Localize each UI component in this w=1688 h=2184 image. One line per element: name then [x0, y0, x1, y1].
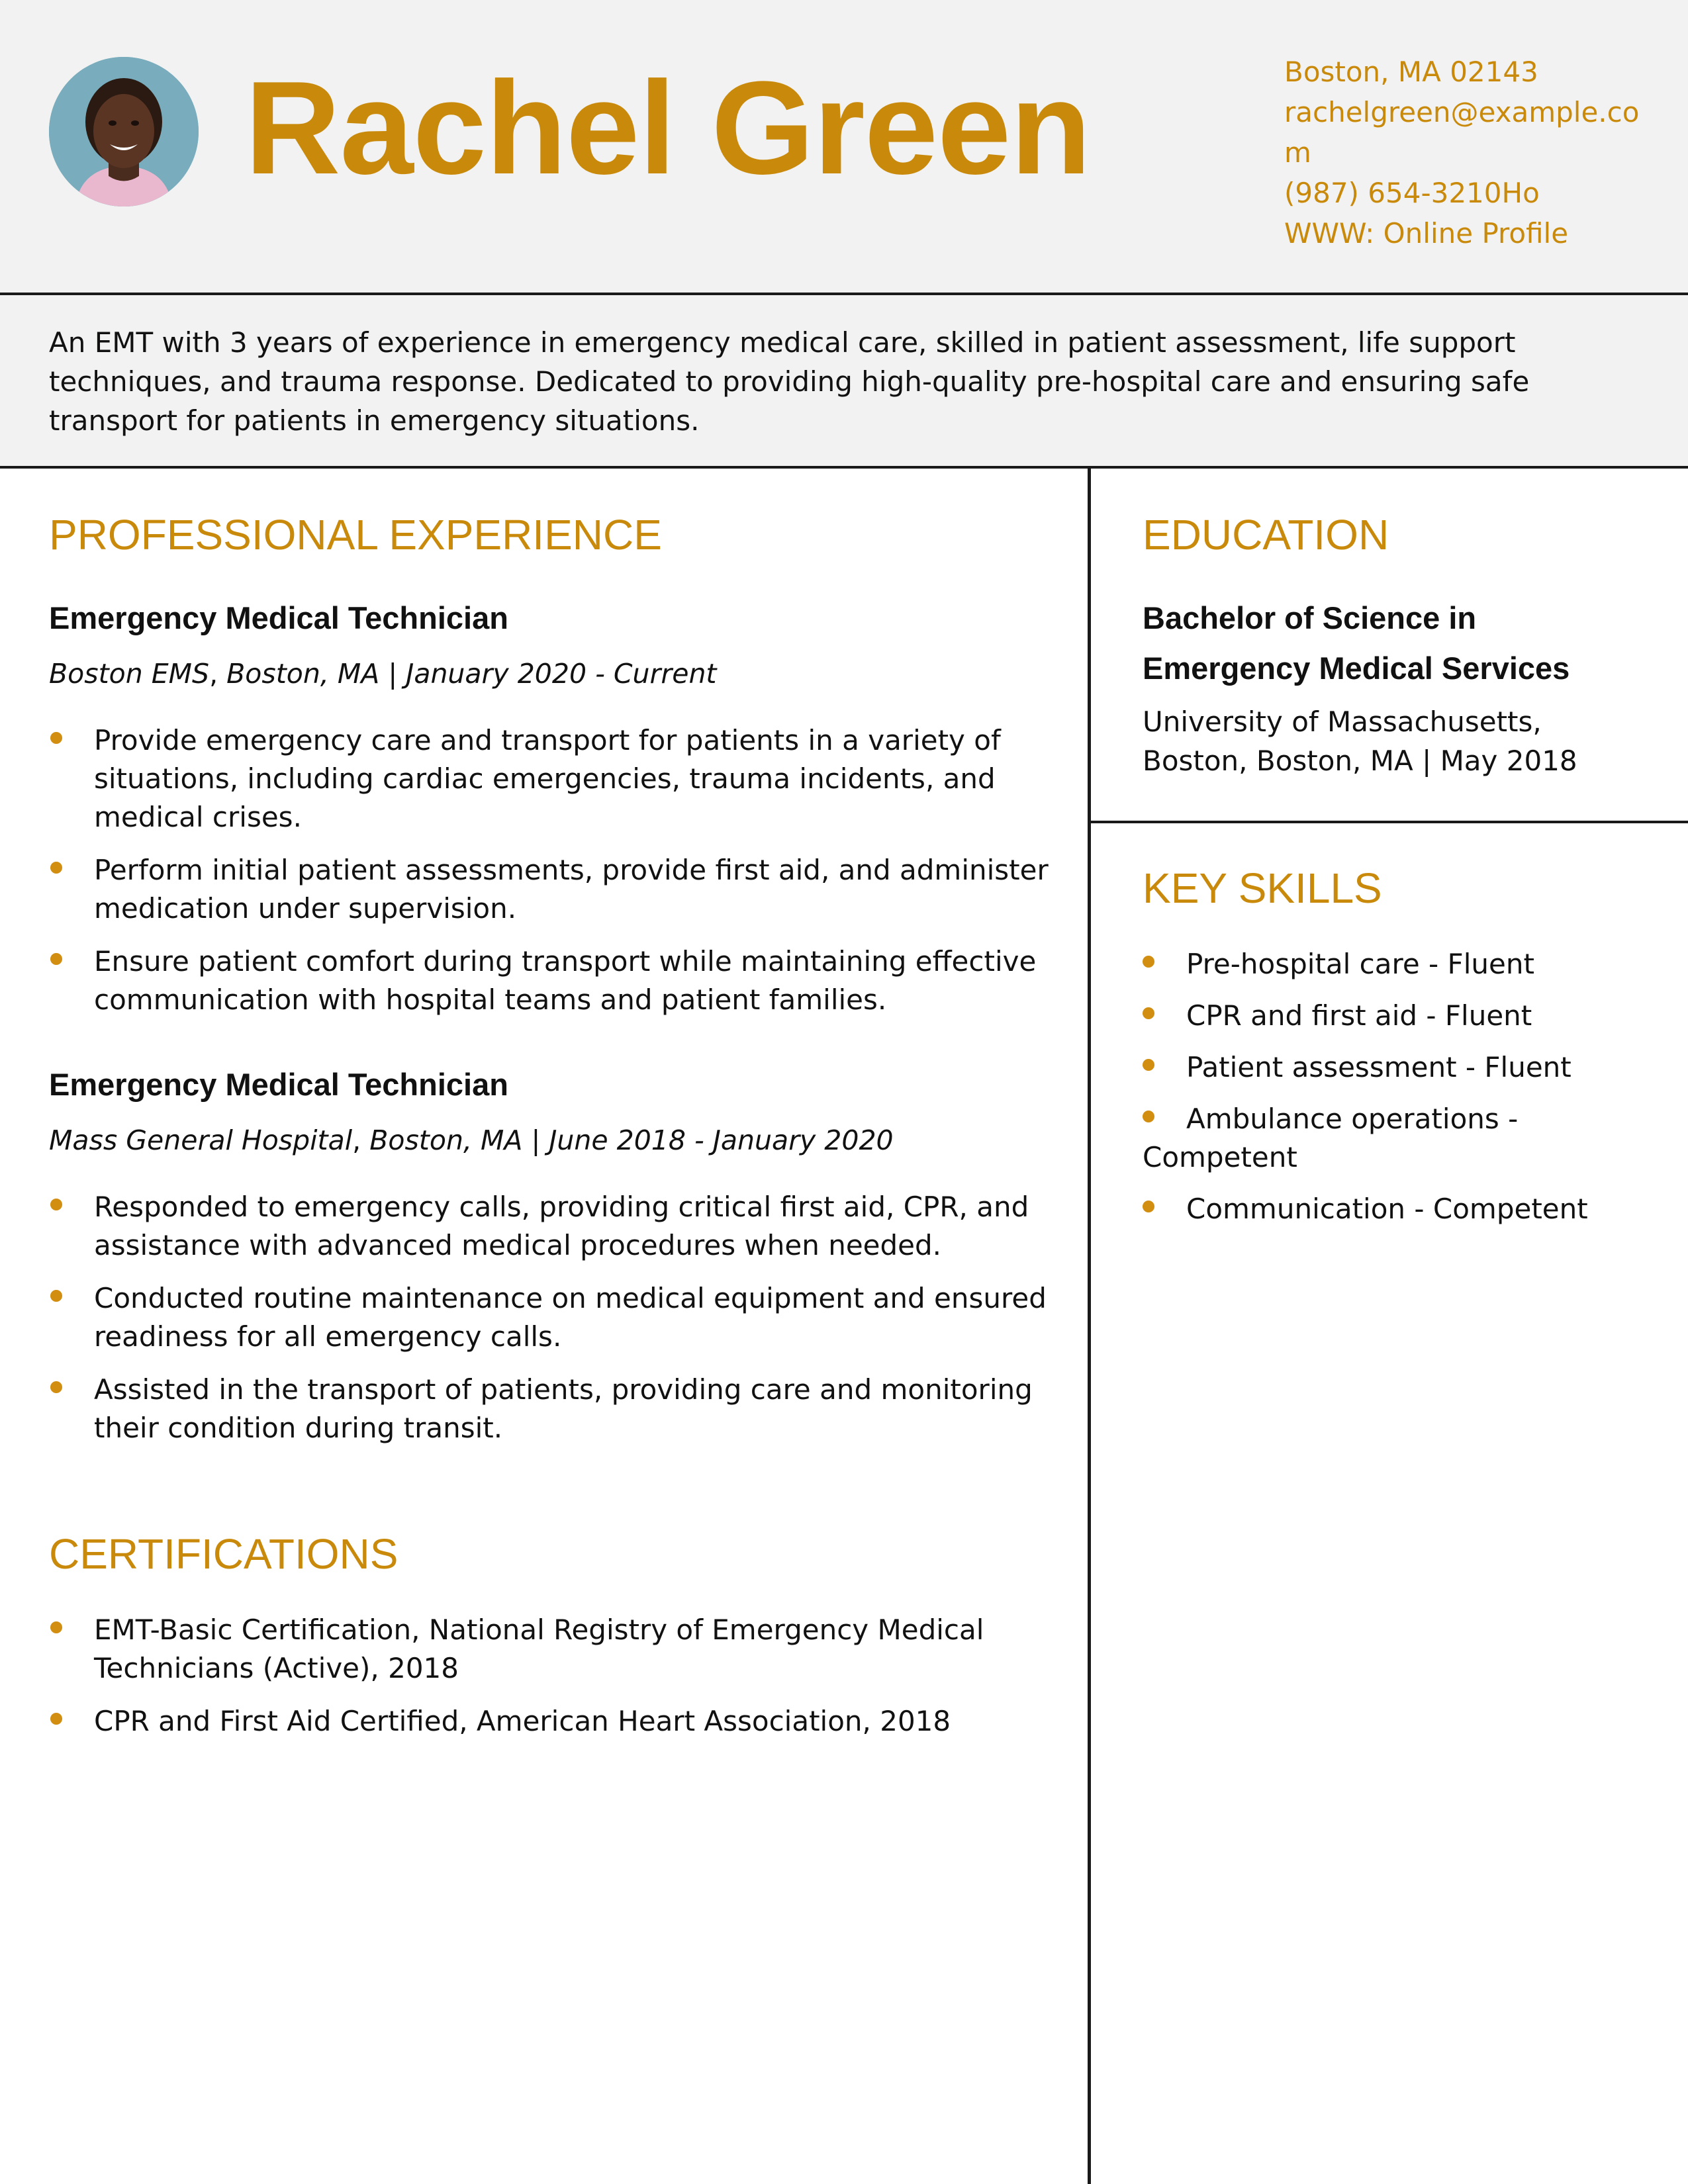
list-item: Responded to emergency calls, providing critical first aid, CPR, and assistance with advanced medical procedures when needed.	[49, 1188, 1062, 1265]
job-employer: Mass General Hospital	[49, 1124, 353, 1156]
contact-phone[interactable]: (987) 654-3210Ho	[1284, 177, 1540, 209]
degree-line-1: Bachelor of Science in	[1143, 600, 1477, 635]
list-item: CPR and first aid - Fluent	[1143, 997, 1659, 1035]
contact-info	[1284, 52, 1655, 253]
list-item: Assisted in the transport of patients, providing care and monitoring their condition during transit.	[49, 1371, 1062, 1447]
school-name: University of Massachusetts,	[1143, 705, 1542, 738]
resume-header	[0, 0, 1688, 295]
skills-heading: KEY SKILLS	[1143, 864, 1382, 912]
bullet-icon	[50, 1381, 62, 1393]
bullet-icon	[50, 1199, 62, 1210]
bullet-icon	[1143, 1007, 1154, 1019]
column-divider	[1088, 469, 1091, 2184]
school-details: Boston, Boston, MA | May 2018	[1143, 745, 1577, 777]
job-details: Boston, MA | June 2018 - January 2020	[369, 1124, 894, 1156]
bullet-icon	[50, 862, 62, 874]
bullet-icon	[50, 732, 62, 744]
bullet-icon	[50, 1621, 62, 1633]
job-title: Emergency Medical Technician	[49, 600, 508, 635]
bullet-icon	[1143, 1201, 1154, 1212]
list-item: Patient assessment - Fluent	[1143, 1048, 1659, 1087]
contact-address: Boston, MA 02143	[1284, 56, 1538, 88]
job-bullet-list	[49, 1188, 1062, 1462]
certifications-heading: CERTIFICATIONS	[49, 1530, 399, 1578]
summary-section	[0, 295, 1688, 469]
candidate-name: Rachel Green	[245, 54, 1091, 202]
job-employer: Boston EMS	[49, 658, 210, 690]
right-column-divider	[1091, 821, 1688, 823]
bullet-icon	[50, 953, 62, 965]
list-item: Provide emergency care and transport for patients in a variety of situations, including cardiac emergencies, trauma incidents, and medical crises.	[49, 721, 1062, 837]
job-details: Boston, MA | January 2020 - Current	[226, 658, 717, 690]
list-item: CPR and First Aid Certified, American Heart Association, 2018	[49, 1702, 1042, 1741]
list-item: Pre-hospital care - Fluent	[1143, 945, 1659, 983]
degree-line-2: Emergency Medical Services	[1143, 651, 1570, 686]
school-info	[1143, 702, 1659, 780]
bullet-icon	[1143, 1111, 1154, 1122]
skills-list	[1143, 945, 1659, 1242]
list-item: Ensure patient comfort during transport while maintaining effective communication with hospital teams and patient families.	[49, 942, 1062, 1019]
contact-email[interactable]: rachelgreen@example.com	[1284, 96, 1640, 169]
bullet-icon	[1143, 1059, 1154, 1071]
profile-photo	[49, 57, 199, 206]
job-title: Emergency Medical Technician	[49, 1067, 508, 1102]
bullet-icon	[50, 1713, 62, 1725]
list-item: Communication - Competent	[1143, 1190, 1659, 1228]
list-item: EMT-Basic Certification, National Registry of Emergency Medical Technicians (Active), 2018	[49, 1611, 1042, 1688]
bullet-icon	[50, 1290, 62, 1302]
bullet-icon	[1143, 956, 1154, 968]
list-item: Ambulance operations - Competent	[1143, 1103, 1519, 1173]
summary-text: An EMT with 3 years of experience in emergency medical care, skilled in patient assessment, life support techniques, and trauma response. Dedicated to providing high-quality pre-hospital care and ensuring safe transport for patients in emergency situations.	[49, 326, 1530, 437]
profile-photo-image	[49, 57, 199, 206]
education-heading: EDUCATION	[1143, 511, 1389, 559]
list-item: Conducted routine maintenance on medical equipment and ensured readiness for all emergency calls.	[49, 1279, 1062, 1356]
contact-website[interactable]: WWW: Online Profile	[1284, 217, 1569, 250]
job-meta: Boston EMS, Boston, MA | January 2020 - Current	[49, 658, 717, 690]
list-item: Perform initial patient assessments, provide first aid, and administer medication under supervision.	[49, 851, 1062, 928]
experience-heading: PROFESSIONAL EXPERIENCE	[49, 511, 662, 559]
job-meta: Mass General Hospital, Boston, MA | June 2018 - January 2020	[49, 1124, 894, 1156]
job-bullet-list	[49, 721, 1062, 1034]
certifications-list	[49, 1611, 1042, 1755]
